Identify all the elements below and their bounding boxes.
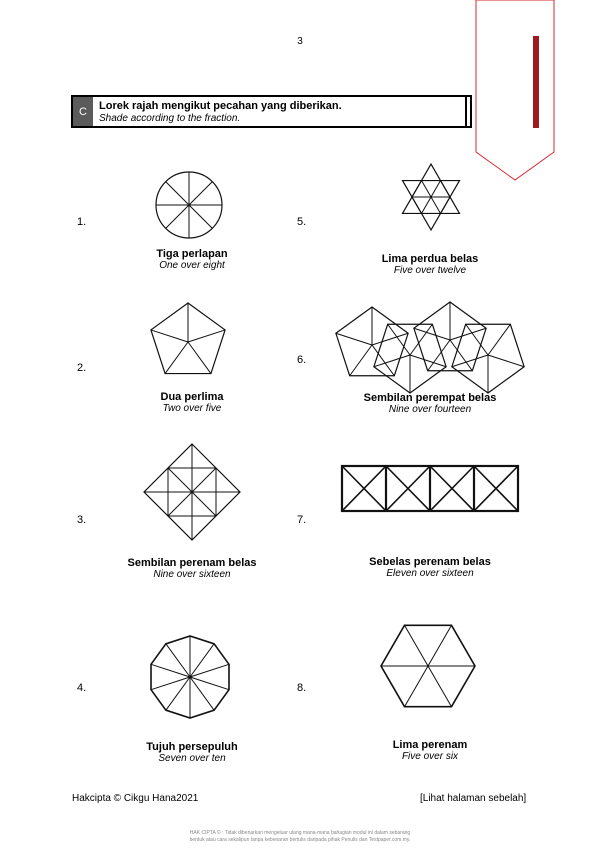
caption-english: Five over six	[401, 751, 459, 762]
question-number: 8.	[297, 682, 307, 694]
legal-notice	[0, 830, 600, 844]
caption-q1	[77, 248, 307, 271]
rectangle-sixteenths-diagram	[342, 466, 518, 511]
caption-q2	[77, 391, 307, 414]
star-twelfths-diagram	[403, 164, 460, 230]
caption-malay: Lima perenam	[392, 739, 468, 751]
legal-line: bentuk atau cara sekalipun tanpa kebenaran bertulis daripada pihak Penulis dan Testpaper.com.my.	[189, 837, 411, 843]
caption-malay: Tiga perlapan	[156, 248, 228, 260]
copyright-text: Hakcipta © Cikgu Hana2021	[72, 793, 199, 804]
caption-english: Five over twelve	[393, 265, 467, 276]
question-number: 7.	[297, 514, 307, 526]
caption-q4	[77, 741, 307, 764]
question-number: 6.	[297, 354, 307, 366]
caption-english: Two over five	[162, 403, 222, 414]
pentagon-chain-diagram	[336, 302, 524, 393]
caption-malay: Sembilan perempat belas	[363, 392, 497, 404]
question-number: 3.	[77, 514, 87, 526]
question-number: 2.	[77, 362, 87, 374]
caption-malay: Sembilan perenam belas	[127, 557, 257, 569]
hexagon-sixths-diagram	[381, 625, 475, 706]
caption-malay: Sebelas perenam belas	[369, 556, 491, 568]
instruction-english: Shade according to the fraction.	[99, 113, 241, 124]
question-number: 5.	[297, 216, 307, 228]
caption-english: Seven over ten	[158, 753, 226, 764]
decagon-tenths-diagram	[151, 636, 229, 718]
page-number: 3	[297, 36, 303, 47]
circle-eighths-diagram	[156, 172, 222, 238]
next-page-note: [Lihat halaman sebelah]	[420, 793, 527, 804]
caption-malay: Lima perdua belas	[381, 253, 479, 265]
diamond-sixteenths-diagram	[144, 444, 240, 540]
question-number: 1.	[77, 216, 87, 228]
caption-q5	[315, 253, 545, 276]
caption-english: One over eight	[159, 260, 225, 271]
caption-english: Eleven over sixteen	[386, 568, 474, 579]
caption-english: Nine over sixteen	[153, 569, 231, 580]
caption-malay: Tujuh persepuluh	[146, 741, 238, 753]
caption-q6	[315, 392, 545, 415]
caption-q7	[315, 556, 545, 579]
instruction-malay: Lorek rajah mengikut pecahan yang diberikan.	[99, 100, 342, 112]
sample-stamp-text: SAMPLE	[499, 38, 524, 130]
question-number: 4.	[77, 682, 87, 694]
caption-q3	[77, 557, 307, 580]
caption-english: Nine over fourteen	[388, 404, 472, 415]
legal-line: HAK CIPTA © : Tidak dibenarkan mengeluar ulang mana-mana bahagian modul ini dalam sebarang	[189, 830, 411, 836]
pentagon-fifths-diagram	[151, 303, 225, 374]
section-letter: C	[73, 97, 93, 126]
caption-q8	[315, 739, 545, 762]
caption-malay: Dua perlima	[160, 391, 224, 403]
